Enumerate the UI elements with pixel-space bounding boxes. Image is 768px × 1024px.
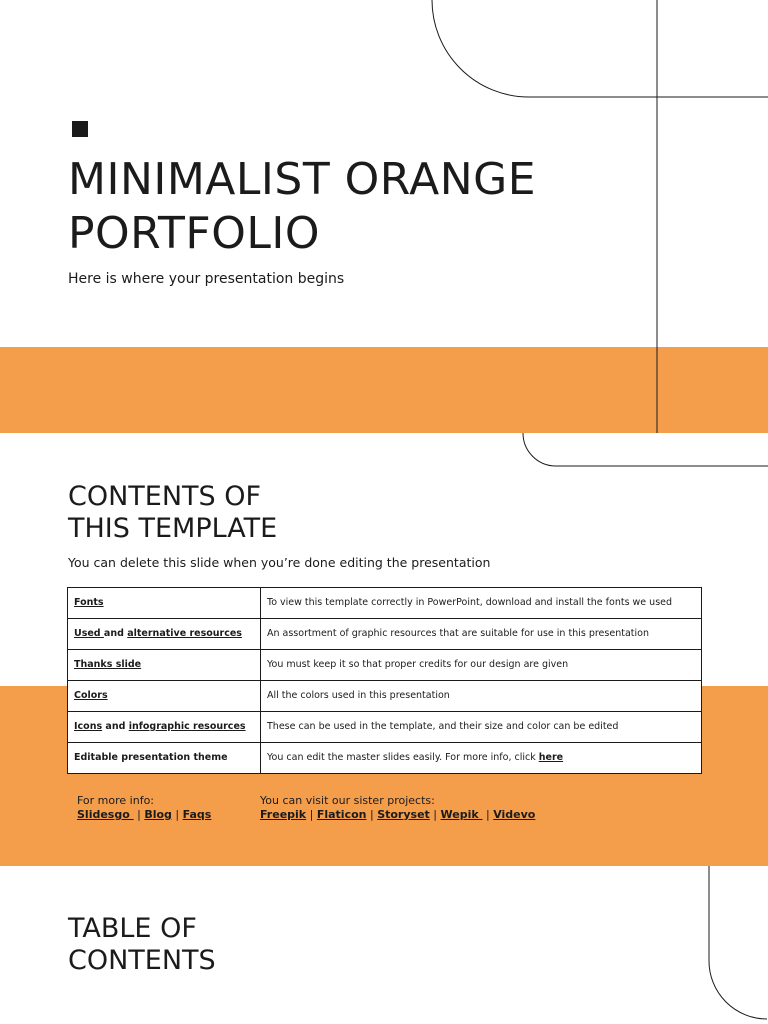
contents-title-line-2: THIS TEMPLATE <box>68 513 278 544</box>
slidesgo-link[interactable]: Slidesgo <box>77 808 134 821</box>
sister-projects-label: You can visit our sister projects: <box>260 794 435 807</box>
row-description: All the colors used in this presentation <box>261 681 702 712</box>
contents-title-line-1: CONTENTS OF <box>68 481 262 512</box>
title-line-2: PORTFOLIO <box>68 208 320 259</box>
fonts-link[interactable]: Fonts <box>74 597 104 608</box>
sister-projects-block <box>260 794 535 822</box>
row-label <box>68 743 261 774</box>
row-label <box>68 619 261 650</box>
blog-link[interactable]: Blog <box>144 808 172 821</box>
contents-table <box>67 587 702 774</box>
row-label <box>68 712 261 743</box>
thanks-slide-link[interactable]: Thanks slide <box>74 659 142 670</box>
table-row <box>68 650 702 681</box>
editable-theme-label: Editable presentation theme <box>74 752 228 763</box>
row-description <box>261 743 702 774</box>
row-description: An assortment of graphic resources that are suitable for use in this presentation <box>261 619 702 650</box>
title-slide <box>0 0 768 433</box>
link-separator: | <box>429 808 441 821</box>
row-description: To view this template correctly in PowerPoint, download and install the fonts we used <box>261 588 702 619</box>
link-separator: | <box>133 808 145 821</box>
link-separator: | <box>306 808 317 821</box>
faqs-link[interactable]: Faqs <box>182 808 212 821</box>
storyset-link[interactable]: Storyset <box>377 808 430 821</box>
title-line-1: MINIMALIST ORANGE <box>68 154 537 205</box>
row-description: These can be used in the template, and their size and color can be edited <box>261 712 702 743</box>
infographic-resources-link[interactable]: infographic resources <box>128 721 246 732</box>
freepik-link[interactable]: Freepik <box>260 808 307 821</box>
used-link[interactable]: Used <box>74 628 104 639</box>
row-description: You must keep it so that proper credits for our design are given <box>261 650 702 681</box>
contents-title <box>68 481 468 545</box>
label-connector: and <box>103 628 128 639</box>
more-info-label: For more info: <box>77 794 155 807</box>
presentation-title <box>68 153 628 261</box>
wepik-link[interactable]: Wepik <box>440 808 483 821</box>
table-row <box>68 681 702 712</box>
more-info-block <box>77 794 211 822</box>
link-separator: | <box>171 808 183 821</box>
link-separator: | <box>482 808 494 821</box>
flaticon-link[interactable]: Flaticon <box>316 808 367 821</box>
alternative-resources-link[interactable]: alternative resources <box>127 628 242 639</box>
table-row <box>68 619 702 650</box>
videvo-link[interactable]: Videvo <box>493 808 536 821</box>
icons-link[interactable]: Icons <box>74 721 103 732</box>
table-row <box>68 588 702 619</box>
toc-title-line-2: CONTENTS <box>68 945 216 976</box>
presentation-subtitle: Here is where your presentation begins <box>68 271 345 287</box>
toc-title-line-1: TABLE OF <box>68 913 197 944</box>
black-square-icon <box>72 121 88 137</box>
row-label <box>68 650 261 681</box>
toc-title <box>68 913 468 977</box>
row-label <box>68 681 261 712</box>
link-separator: | <box>366 808 378 821</box>
sister-projects-links <box>260 808 535 822</box>
contents-subtitle: You can delete this slide when you’re done editing the presentation <box>68 555 491 570</box>
table-row <box>68 712 702 743</box>
table-row <box>68 743 702 774</box>
more-info-links <box>77 808 211 822</box>
colors-link[interactable]: Colors <box>74 690 108 701</box>
row-label <box>68 588 261 619</box>
label-connector: and <box>102 721 129 732</box>
here-link[interactable]: here <box>538 752 564 763</box>
row-description-text: You can edit the master slides easily. For more info, click <box>267 752 539 763</box>
